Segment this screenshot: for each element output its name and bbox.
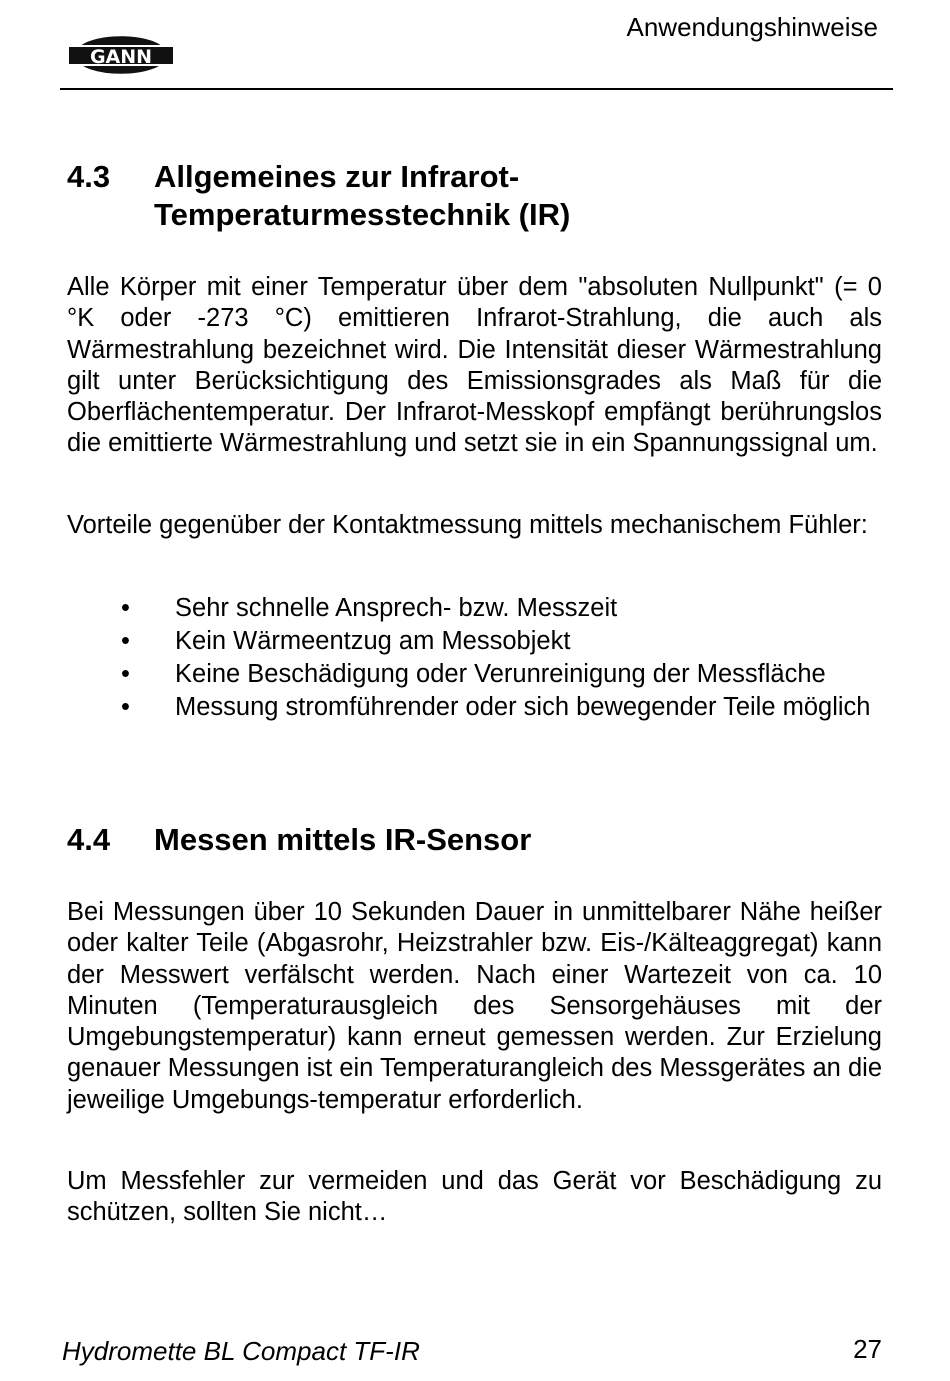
- list-item: • Keine Beschädigung oder Verunreinigung der Messfläche: [121, 660, 826, 688]
- body-paragraph: Alle Körper mit einer Temperatur über dem "absoluten Nullpunkt" (= 0 °K oder -273 °C) emittieren Infrarot-Strahlung, die auch als Wärmestrahlung bezeichnet wird. Die Intensität dieser Wärmestrahlung gilt unter Berücksichtigung des Emissionsgrades als Maß für die Oberflächentemperatur. Der Infrarot-Messkopf empfängt berührungslos die emittierte Wärmestrahlung und setzt sie in ein Spannungssignal um.: [67, 273, 882, 458]
- bullet-icon: •: [121, 627, 130, 655]
- bullet-icon: •: [121, 594, 130, 622]
- section-title-line2: Temperaturmesstechnik (IR): [154, 197, 571, 232]
- header-divider: [60, 88, 893, 90]
- footer-product-name: Hydromette BL Compact TF-IR: [62, 1336, 420, 1366]
- body-paragraph: Um Messfehler zur vermeiden und das Gerät vor Beschädigung zu schützen, sollten Sie nicht…: [67, 1167, 882, 1227]
- bullet-icon: •: [121, 660, 130, 688]
- list-item: • Messung stromführender oder sich bewegender Teile möglich: [121, 693, 871, 721]
- section-number: 4.4: [67, 822, 111, 857]
- section-title-line1: Allgemeines zur Infrarot-: [154, 159, 520, 194]
- body-paragraph: Bei Messungen über 10 Sekunden Dauer in unmittelbarer Nähe heißer oder kalter Teile (Abgasrohr, Heizstrahler bzw. Eis-/Kälteaggregat) kann der Messwert verfälscht werden. Nach einer Wartezeit von ca. 10 Minuten (Temperaturausgleich des Sensorgehäuses mit der Umgebungstemperatur) kann erneut gemessen werden. Zur Erzielung genauer Messungen ist ein Temperaturangleich des Messgerätes an die jeweilige Umgebungs-temperatur erforderlich.: [67, 898, 882, 1114]
- body-paragraph: Vorteile gegenüber der Kontaktmessung mittels mechanischem Fühler:: [67, 511, 868, 539]
- list-item: • Sehr schnelle Ansprech- bzw. Messzeit: [121, 594, 618, 622]
- section-number: 4.3: [67, 159, 111, 194]
- section-heading-4-4: [67, 821, 887, 859]
- gann-logo: [68, 24, 174, 86]
- advantages-list: [67, 592, 882, 724]
- page-number: 27: [853, 1334, 882, 1364]
- section-title: Messen mittels IR-Sensor: [154, 822, 532, 857]
- list-item: • Kein Wärmeentzug am Messobjekt: [121, 627, 571, 655]
- section-heading-4-3: [67, 158, 887, 234]
- svg-text:GANN: GANN: [89, 46, 153, 68]
- header-section-label: Anwendungshinweise: [626, 12, 878, 42]
- bullet-icon: •: [121, 693, 130, 721]
